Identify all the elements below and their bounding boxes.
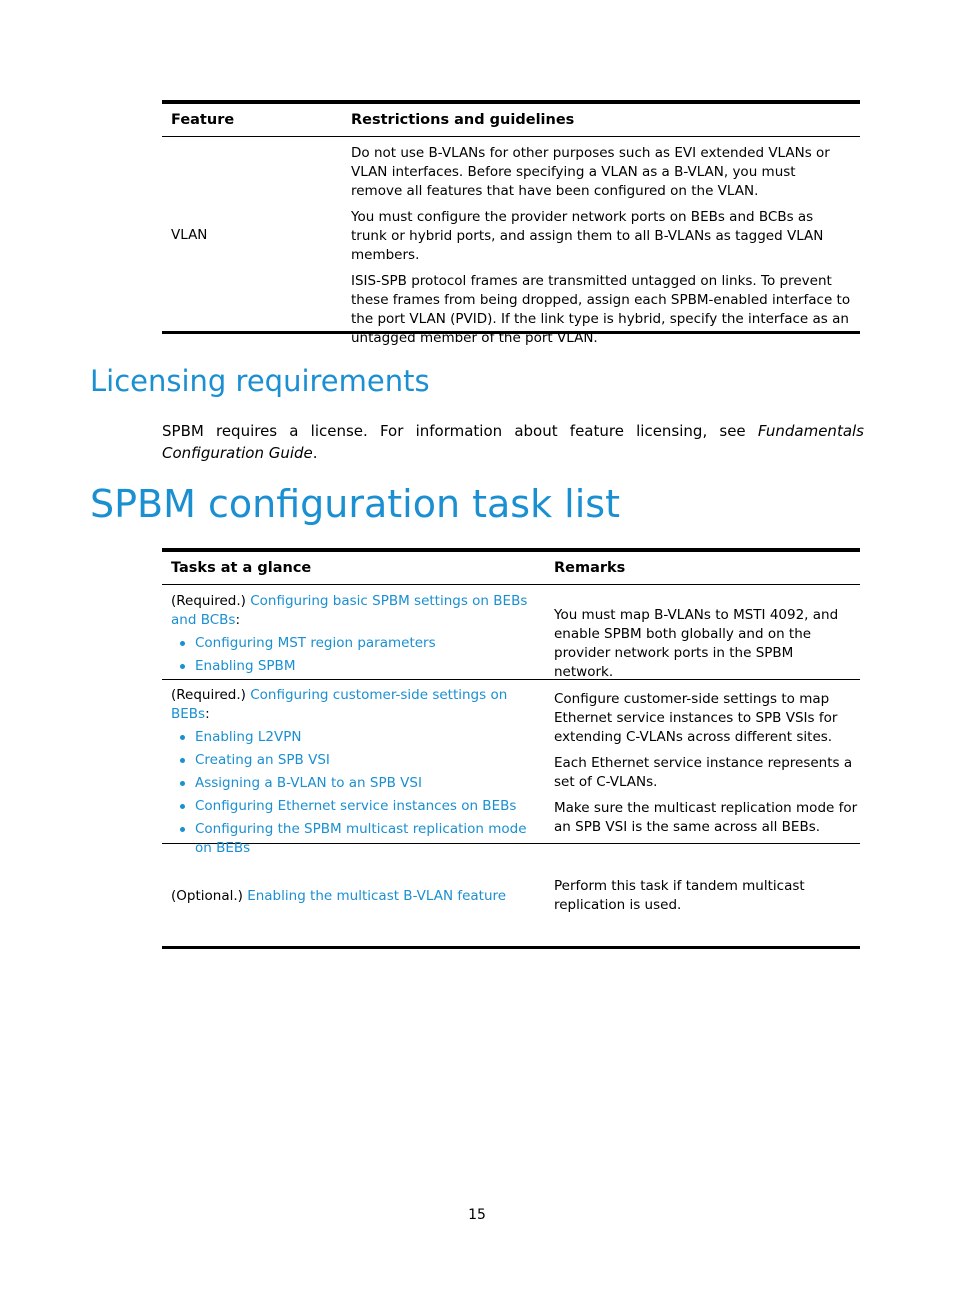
subtask-link-assign-bvlan[interactable]: Assigning a B-VLAN to an SPB VSI xyxy=(171,774,536,793)
task-cell xyxy=(171,887,536,906)
subtask-link-enable-spbm[interactable]: Enabling SPBM xyxy=(171,657,536,676)
task-link-basic-spbm[interactable]: Configuring basic SPBM settings on BEBs and BCBs xyxy=(171,593,528,628)
guide-title: Fundamentals Configuration Guide xyxy=(162,422,864,462)
table-row xyxy=(162,680,860,856)
subtask-link-mst-region[interactable]: Configuring MST region parameters xyxy=(171,634,536,653)
licensing-text-end: . xyxy=(312,444,318,462)
subtask-link-ethernet-service[interactable]: Configuring Ethernet service instances on BEBs xyxy=(171,797,536,816)
remarks-cell xyxy=(554,877,859,915)
task-link-multicast-bvlan[interactable]: Enabling the multicast B-VLAN feature xyxy=(247,888,507,904)
remark-paragraph: Make sure the multicast replication mode for an SPB VSI is the same across all BEBs. xyxy=(554,800,858,835)
col-header-tasks: Tasks at a glance xyxy=(171,560,312,576)
task-suffix: : xyxy=(235,612,240,628)
task-link-customer-side[interactable]: Configuring customer-side settings on BEBs xyxy=(171,687,508,722)
task-suffix: : xyxy=(205,706,210,722)
tasklist-heading: SPBM configuration task list xyxy=(90,482,620,526)
task-prefix: (Optional.) xyxy=(171,888,248,904)
table-row xyxy=(162,585,860,679)
subtask-link-spb-vsi[interactable]: Creating an SPB VSI xyxy=(171,751,536,770)
remark-paragraph: Each Ethernet service instance represents a set of C-VLANs. xyxy=(554,755,853,790)
table-row xyxy=(162,137,860,346)
restrictions-cell xyxy=(351,144,851,348)
feature-cell: VLAN xyxy=(171,227,208,243)
licensing-text: SPBM requires a license. For information about feature licensing, see xyxy=(162,422,758,440)
remarks-cell xyxy=(554,690,859,837)
remarks-cell xyxy=(554,606,854,682)
task-cell xyxy=(171,686,536,858)
licensing-paragraph xyxy=(162,420,864,464)
table-header-row xyxy=(162,552,860,584)
licensing-heading: Licensing requirements xyxy=(90,364,430,398)
task-prefix: (Required.) xyxy=(171,687,251,703)
subtask-link-multicast-mode[interactable]: Configuring the SPBM multicast replication mode on BEBs xyxy=(171,820,536,858)
restriction-paragraph: You must configure the provider network ports on BEBs and BCBs as trunk or hybrid ports, and assign them to all B-VLANs as tagged VLAN members. xyxy=(351,209,824,263)
col-header-remarks: Remarks xyxy=(554,560,626,576)
remark-paragraph: You must map B-VLANs to MSTI 4092, and enable SPBM both globally and on the provider network ports in the SPBM network. xyxy=(554,607,839,680)
table-bottom-rule xyxy=(162,946,860,949)
page-number: 15 xyxy=(468,1207,486,1223)
task-table xyxy=(162,548,860,949)
table-header-row xyxy=(162,104,860,136)
remark-paragraph: Configure customer-side settings to map Ethernet service instances to SPB VSIs for extending C-VLANs across different sites. xyxy=(554,691,838,745)
col-header-feature: Feature xyxy=(171,112,235,128)
restriction-paragraph: ISIS-SPB protocol frames are transmitted untagged on links. To prevent these frames from being dropped, assign each SPBM-enabled interface to the port VLAN (PVID). If the link type is hybrid, specify the interface as an untagged member of the port VLAN. xyxy=(351,273,851,346)
task-cell xyxy=(171,592,536,676)
remark-paragraph: Perform this task if tandem multicast replication is used. xyxy=(554,878,805,913)
restrictions-table xyxy=(162,100,860,346)
task-prefix: (Required.) xyxy=(171,593,251,609)
restriction-paragraph: Do not use B-VLANs for other purposes such as EVI extended VLANs or VLAN interfaces. Before specifying a VLAN as a B-VLAN, you must remove all features that have been configured on the VLAN. xyxy=(351,145,830,199)
table-row xyxy=(162,844,860,946)
subtask-link-l2vpn[interactable]: Enabling L2VPN xyxy=(171,728,536,747)
col-header-restrictions: Restrictions and guidelines xyxy=(351,112,575,128)
